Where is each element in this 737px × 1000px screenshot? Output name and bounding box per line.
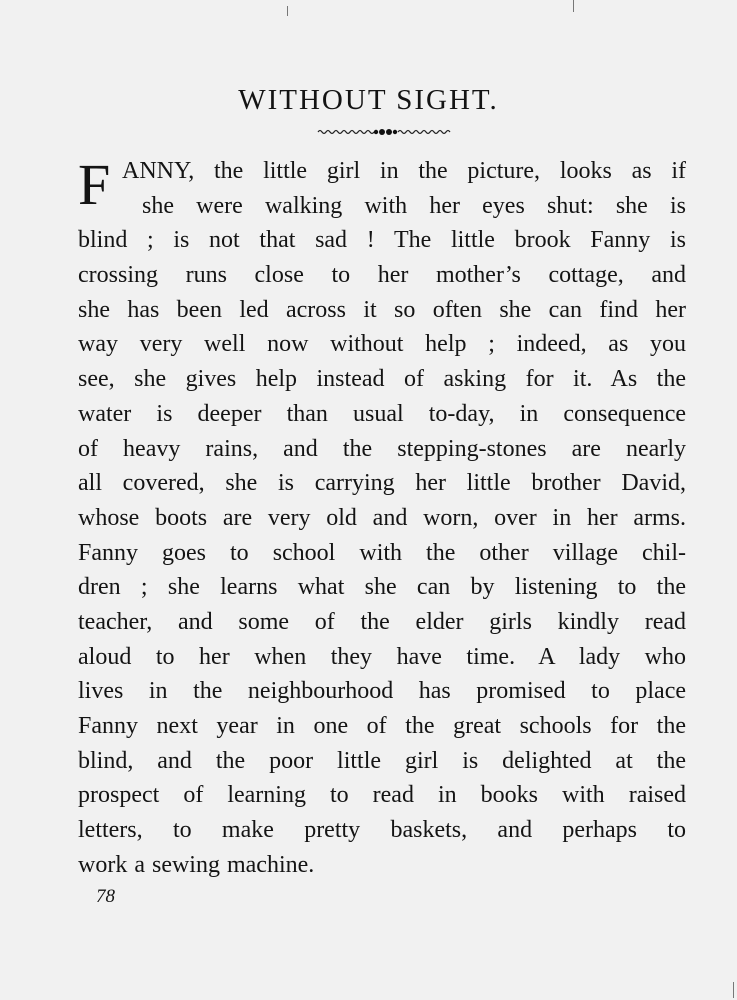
text-line: work a sewing machine.	[78, 851, 315, 878]
ornament-divider	[316, 126, 452, 138]
text-line: of heavy rains, and the stepping-stones are nearly	[78, 435, 686, 462]
text-line: water is deeper than usual to-day, in consequence	[78, 400, 686, 427]
text-line: Fanny next year in one of the great schools for the	[78, 713, 686, 739]
text-line: way very well now without help ; indeed, as you	[78, 331, 686, 358]
page-title: WITHOUT SIGHT.	[238, 84, 499, 116]
edge-mark	[733, 982, 734, 998]
text-line: lives in the neighbourhood has promised to place	[78, 678, 686, 705]
text-line: blind, and the poor little girl is delighted at the	[78, 747, 686, 774]
text-line: she were walking with her eyes shut: she is	[142, 192, 686, 219]
text-line: she has been led across it so often she can find her	[78, 296, 686, 323]
edge-mark	[573, 0, 574, 12]
text-line: letters, to make pretty baskets, and perhaps to	[78, 817, 686, 844]
story-paragraph	[78, 154, 686, 882]
text-line: all covered, she is carrying her little brother David,	[78, 470, 686, 497]
text-line: blind ; is not that sad ! The little brook Fanny is	[78, 227, 686, 254]
edge-mark	[287, 6, 288, 16]
text-line: ANNY, the little girl in the picture, looks as if	[122, 158, 686, 184]
text-line: crossing runs close to her mother’s cottage, and	[78, 262, 686, 289]
text-line: dren ; she learns what she can by listening to the	[78, 574, 686, 601]
text-line: see, she gives help instead of asking for it. As the	[78, 366, 686, 393]
drop-cap: F	[78, 152, 111, 217]
text-line: teacher, and some of the elder girls kindly read	[78, 608, 686, 635]
text-line: Fanny goes to school with the other village chil-	[78, 539, 686, 566]
text-line: prospect of learning to read in books with raised	[78, 782, 686, 809]
text-line: whose boots are very old and worn, over in her arms.	[78, 504, 686, 531]
text-line: aloud to her when they have time. A lady who	[78, 643, 686, 670]
page-number: 78	[96, 886, 115, 907]
